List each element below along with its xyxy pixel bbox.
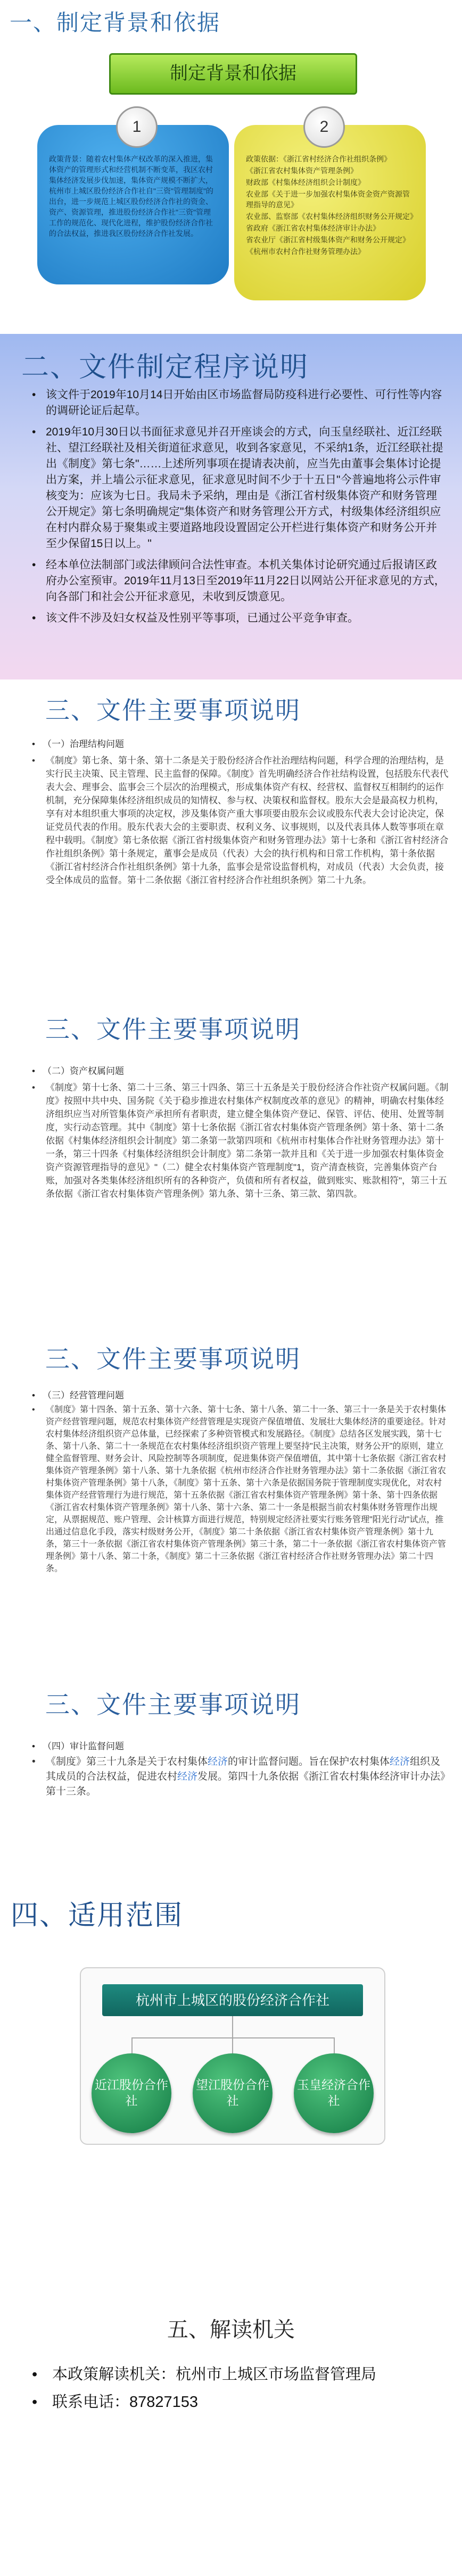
policy-background-box [37,125,229,284]
governance-paragraph [32,754,450,887]
number-circle-2: 2 [303,106,345,148]
audit-text [46,1755,450,1799]
connector-line [232,2016,233,2037]
policy-basis-box [234,125,426,300]
audit-text-part: 发展。第四十九条依据《浙江省农村集体经济审计办法》第十三条。 [46,1771,446,1797]
connector-line [232,2037,233,2053]
audit-text-part: 组织及其成员的合法权益，促进农村 [46,1756,441,1782]
policy-basis-item: 农业部《关于进一步加强农村集体资金资产资源管理指导的意见》 [246,190,410,209]
policy-basis-item: 省农业厅《浙江省村级集体资产和财务公开规定》 [246,236,410,244]
section-operation [0,1340,462,1680]
policy-basis-item: 《浙江省农村集体资产管理条例》 [246,166,358,175]
operation-subhead: • （三）经营管理问题 [32,1388,124,1401]
section-6-title: 三、文件主要事项说明 [45,1690,301,1719]
audit-subhead: • （四）审计监督问题 [32,1739,124,1752]
section-governance [0,691,462,984]
section-audit [0,1685,462,1845]
policy-basis-item: 财政部《村集体经济组织会计制度》 [246,178,365,187]
scope-diagram [80,1967,385,2145]
procedure-item: • 该文件于2019年10月14日开始由区市场监督局防疫科进行必要性、可行性等内容的调研论证后起草。 [32,387,447,419]
scope-node-jinjiang: 近江股份合作社 [92,2053,171,2133]
section-3-title: 三、文件主要事项说明 [45,696,301,725]
operation-text: • 《制度》第十四条、第十五条、第十六条、第十七条、第十八条、第二十一条、第三十一条是关于农村集体资产经营管理问题，规范农村集体资产经营管理是实现资产保值增值、发展壮大集体经济的重要途径。针对农村集体经济组织资产总体量，已经探索了多种资管模式和发展路径。《制度》总结各区发展实践，第十七条、第十八条、第二十一条规范在农村集体经济组织资产管理上要坚持"民主决策，财务公开"的原则，建立健全监督管理、财务会计、风险控制等各项制度，促进集体资产保值增值，其中第十七条依据《浙江省农村集体资产管理条例》第十八条、第十九条依据《杭州市经济合作社财务管理办法》第十二条依据《浙江省农村集体资产管理条例》第十八条，《制度》第十五条、第十六条是依据国务院于管理制度实现优化，对农村集体资产经营管理行为进行规范，第十五条依据《浙江省农村集体资产管理条例》第十条、第十四条依据《浙江省农村集体资产管理条例》第十八条、第十六条、第二十一条是根据当前农村集体财务管理作出规定，从票据规范、账户管理、会计核算方面进行规范，特别规定经济社要实行账务管理"阳光行动"试点，推出通过信息化手段，落实村级财务公开，《制度》第二十条依据《浙江省农村集体资产管理条例》第十九条，第三十一条依据《浙江省农村集体资产管理条例》第三十条，第二十一条依据《浙江省农村集体资产管理条例》第十八条、第二十条，《制度》第二十三条依据《浙江省村经济合作社财务管理办法》第二十四条。 [46,1405,447,1573]
asset-ownership-subhead: • （二）资产权属问题 [32,1063,124,1077]
economy-link[interactable]: 经济 [208,1756,228,1767]
policy-basis-list [246,154,417,257]
connector-line [334,2037,335,2053]
audit-paragraph [32,1755,450,1799]
section-asset-ownership [0,1010,462,1308]
interpreting-agency-list [32,2363,452,2419]
policy-basis-item: 政策依据：《浙江省村经济合作社组织条例》 [246,155,391,163]
policy-basis-item: 农业部、监察部《农村集体经济组织财务公开规定》 [246,212,417,221]
section-procedure [0,334,462,679]
section-scope-title: 四、适用范围 [11,1900,184,1932]
procedure-item: • 2019年10月30日以书面征求意见并召开座谈会的方式，向玉皇经联社、近江经联社、望江经联社及相关街道征求意见，收到各家意见，不采纳1条，近江经联社提出《制度》第七条"……上述所列事项在提请表决前，应当先由董事会集体讨论提出方案，并上墙公示征求意见，征求意见时间不少于十五日"今普遍地将公示件审核变为：应该为七日。我局未予采纳，理由是《浙江省村级集体资产和财务管理公开规定》第七条明确规定"集体资产和财务管理公开方式，村级集体经济组织应在村内群众易于聚集或主要道路地段设置固定公开栏进行集体资产和财务公开并至少保留15日以上。" [32,424,447,552]
procedure-item: • 经本单位法制部门或法律顾问合法性审查。本机关集体讨论研究通过后报请区政府办公室预审。2019年11月13日至2019年11月22日以网站公开征求意见的方式，向各部门和社会公开征求意见，未收到反馈意见。 [32,557,447,605]
policy-basis-item: 省政府《浙江省农村集体经济审计办法》 [246,224,380,232]
section-5-title: 三、文件主要事项说明 [45,1345,301,1373]
section-2-title: 二、文件制定程序说明 [21,351,309,383]
procedure-item: • 该文件不涉及妇女权益及性别平等事项，已通过公平竞争审查。 [32,610,447,626]
section-interpreting-agency-title: 五、解读机关 [167,2318,295,2342]
section-1-title: 一、制定背景和依据 [10,10,221,36]
interpreting-agency-item: • 本政策解读机关：杭州市上城区市场监督管理局 [32,2363,452,2386]
asset-ownership-text: • 《制度》第十七条、第二十三条、第三十四条、第三十五条是关于股份经济合作社资产权属问题。《制度》按照中共中央、国务院《关于稳步推进农村集体产权制度改革的意见》的精神，明确农村集体经济组织应当对所管集体资产承担所有者职责，建立健全集体资产登记、保管、评估、使用、处置等制度，实行动态管理。其中《制度》第十七条依据《浙江省农村集体资产管理条例》第十条、第十二条依据《村集体经济组织会计制度》第二条第一款第四项和《杭州市村集体合作社财务管理办法》第十一条，第三十四条《村集体经济组织会计制度》第二条第一款并且和《关于进一步加强农村集体资金资产资源管理指导的意见》"（二）健全农村集体资产管理制度"1，资产清查核资，完善集体资产台账，加强对各类集体经济组织所有的各种资产，负债和所有者权益，做到账实、账款相符"，第三十五条依据《浙江省农村集体资产管理条例》第九条、第十三条、第三款、第四款。 [46,1083,449,1199]
asset-ownership-paragraph [32,1081,450,1201]
section-4-title: 三、文件主要事项说明 [45,1015,301,1044]
scope-header: 杭州市上城区的股份经济合作社 [102,1984,363,2016]
background-banner: 制定背景和依据 [109,53,357,95]
connector-line [131,2037,133,2053]
scope-node-yuhuang: 玉皇经济合作社 [294,2053,374,2133]
procedure-list [32,387,447,632]
governance-text: • 《制度》第七条、第十条、第十二条是关于股份经济合作社治理结构问题，科学合理的治理结构，是实行民主决策、民主管理、民主监督的保障。《制度》首先明确经济合作社结构设置，包括股东代表代表大会、理事会、监事会三个层次的治理模式，形成集体资产有权、经营权、监督权互相制约的运作机制，充分保障集体经济组织成员的知情权、参与权、决策权和监督权。股东大会是最高权力机构，享有对本组织重大事项的决定权，涉及集体资产重大事项要由股东会议或股东代表大会讨论决定，保证党员代表的作用。股东代表大会的主要职责、权利义务、议事规则，以及代表具体人数等事项在章程中载明。《制度》第七条依据《浙江省村级集体资产和财务管理办法》第十七条和《浙江省村经济合作社组织条例》第十条规定，董事会是成员（代表）大会的执行机构和日常工作机构，第十条依据《浙江省村经济合作社组织条例》第十九条，监事会是常设监督机构，对成员（代表）大会负责，接受全体成员的监督。第十二条依据《浙江省村经济合作社组织条例》第二十九条。 [46,756,449,885]
scope-node-wangjiang: 望江股份合作社 [193,2053,273,2133]
operation-paragraph [32,1404,450,1575]
section-background [0,0,462,330]
economy-link[interactable]: 经济 [177,1771,198,1782]
economy-link[interactable]: 经济 [390,1756,410,1767]
audit-text-part: 《制度》第三十九条是关于农村集体 [46,1756,208,1767]
governance-subhead: • （一）治理结构问题 [32,736,124,750]
contact-phone-item: • 联系电话：87827153 [32,2391,452,2413]
number-circle-1: 1 [116,106,158,148]
policy-basis-item: 《杭州市农村合作社财务管理办法》 [246,247,365,256]
audit-text-part: 的审计监督问题。旨在保护农村集体 [228,1756,390,1767]
policy-background-text: 政策背景：随着农村集体产权改革的深入推进，集体资产的管理形式和经营机制不断变革，我区农村集体经济发展步伐加速，集体资产规模不断扩大，杭州市上城区股份经济合作社自"三资"管理制度"的出台，进一步规范上城区股份经济合作社的资金、资产、资源管理，推进股份经济合作社"三资"管理工作的规范化、现代化进程，维护股份经济合作社的合法权益，推进我区股份经济合作社发展。 [49,155,213,238]
